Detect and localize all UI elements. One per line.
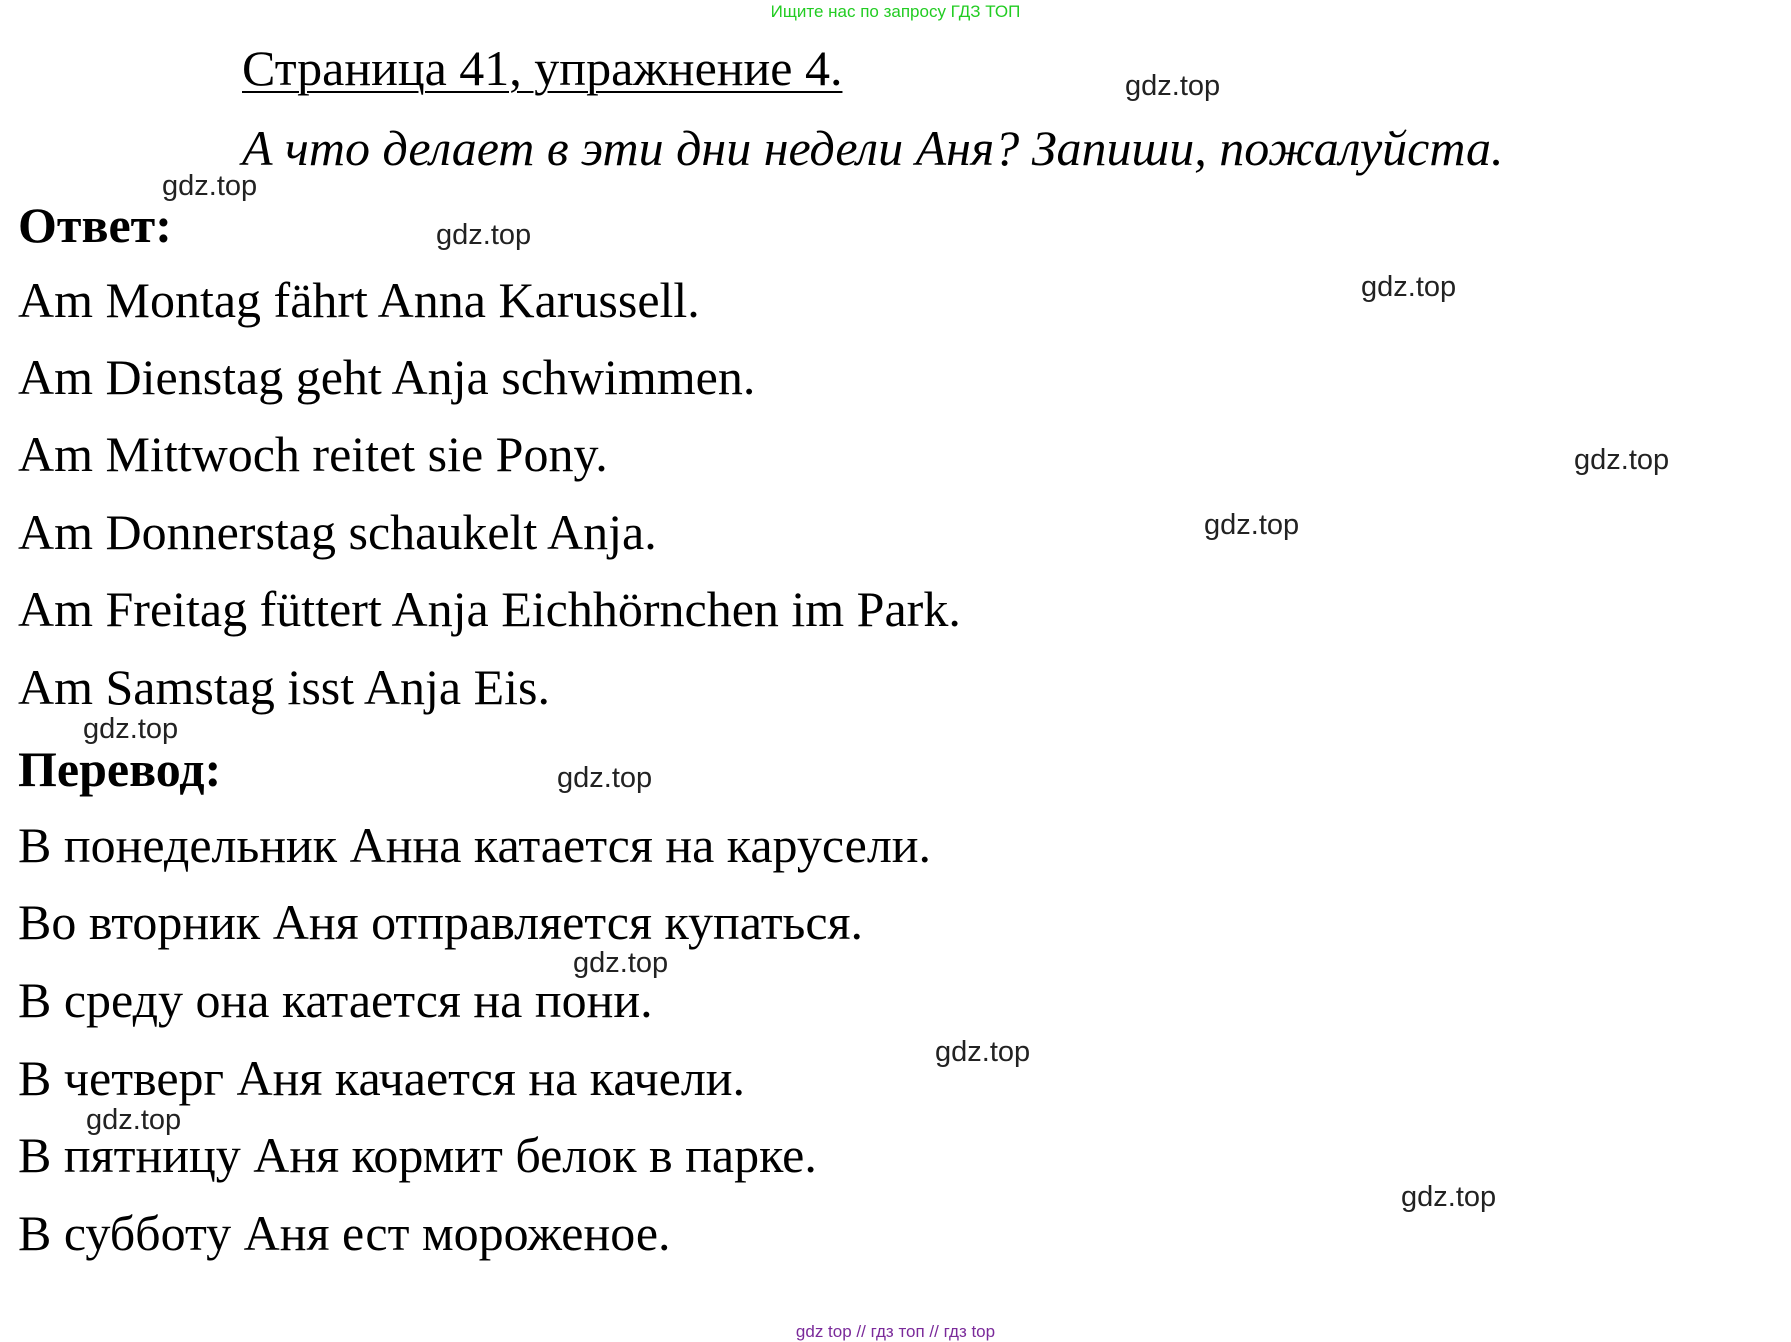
watermark: gdz.top [573, 947, 669, 979]
exercise-title: Страница 41, упражнение 4. [242, 40, 843, 96]
top-banner[interactable]: Ищите нас по запросу ГДЗ ТОП [770, 2, 1021, 21]
watermark: gdz.top [436, 219, 532, 251]
translation-heading: Перевод: [18, 741, 222, 797]
watermark: gdz.top [86, 1104, 182, 1136]
watermark: gdz.top [1204, 509, 1300, 541]
answer-line: Am Freitag füttert Anja Eichhörnchen im Park. [18, 581, 961, 637]
watermark: gdz.top [162, 170, 258, 202]
translation-line: В среду она катается на пони. [18, 972, 653, 1028]
watermark: gdz.top [1574, 444, 1670, 476]
answer-line: Am Mittwoch reitet sie Pony. [18, 426, 608, 482]
translation-line: Во вторник Аня отправляется купаться. [18, 894, 864, 950]
translation-line: В четверг Аня качается на качели. [18, 1050, 746, 1106]
translation-line: В субботу Аня ест мороженое. [18, 1205, 671, 1261]
translation-line: В понедельник Анна катается на карусели. [18, 817, 932, 873]
watermark: gdz.top [1401, 1181, 1497, 1213]
answer-line: Am Samstag isst Anja Eis. [18, 659, 550, 715]
answer-line: Am Montag fährt Anna Karussell. [18, 272, 700, 328]
watermark: gdz.top [83, 713, 179, 745]
translation-line: В пятницу Аня кормит белок в парке. [18, 1127, 817, 1183]
watermark: gdz.top [557, 762, 653, 794]
watermark: gdz.top [1125, 70, 1221, 102]
answer-line: Am Dienstag geht Anja schwimmen. [18, 349, 756, 405]
bottom-banner[interactable]: gdz top // гдз топ // гдз top [795, 1322, 996, 1341]
watermark: gdz.top [1361, 271, 1457, 303]
answer-line: Am Donnerstag schaukelt Anja. [18, 504, 657, 560]
watermark: gdz.top [935, 1036, 1031, 1068]
answer-heading: Ответ: [18, 197, 172, 253]
exercise-instruction: А что делает в эти дни недели Аня? Запиши, пожалуйста. [242, 120, 1504, 176]
